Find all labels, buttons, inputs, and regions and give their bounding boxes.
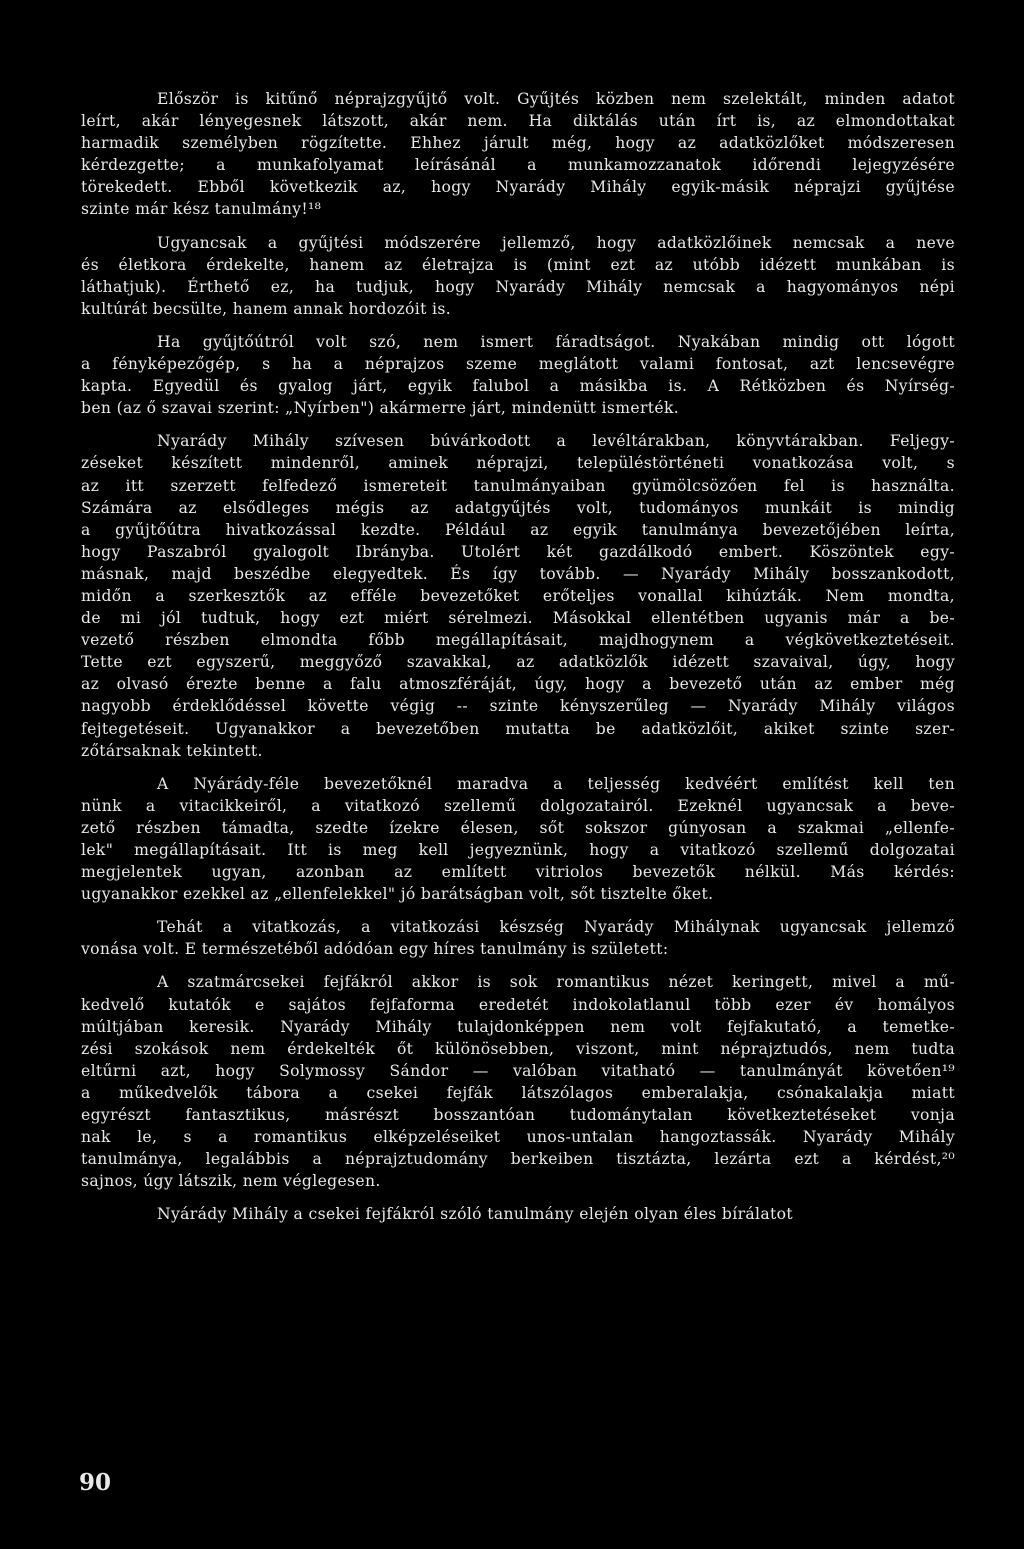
text-line: nak le, s a romantikus elképzeléseiket unos-untalan hangoztassák. Nyarády Mihály	[81, 1128, 955, 1147]
text-line: lek" megállapításait. Itt is meg kell jegyeznünk, hogy a vitatkozó szellemű dolgozatai	[81, 841, 955, 859]
paragraph	[81, 331, 955, 419]
text-line: eltűrni azt, hogy Solymossy Sándor — valóban vitatható — tanulmányát követően¹⁹	[81, 1061, 955, 1080]
text-line: megjelentek ugyan, azonban az említett vitriolos bevezetők nélkül. Más kérdés:	[81, 863, 955, 882]
text-line: zési szokások nem érdekelték őt különösebben, viszont, mint néprajztudós, nem tudta	[81, 1039, 955, 1058]
text-line: Nyarády Mihály szívesen búvárkodott a levéltárakban, könyvtárakban. Feljegy-	[157, 432, 955, 451]
text-line: zőtársaknak tekintett.	[81, 741, 263, 760]
text-line: a gyűjtőútra hivatkozással kezdte. Például az egyik tanulmánya bevezetőjében leírta,	[81, 520, 955, 539]
text-line: törekedett. Ebből következik az, hogy Nyarády Mihály egyik-másik néprajzi gyűjtése	[81, 178, 955, 197]
paragraph	[81, 971, 955, 1192]
text-line: szinte már kész tanulmány!¹⁸	[81, 200, 322, 219]
paragraph	[81, 232, 955, 320]
text-line: sajnos, úgy látszik, nem véglegesen.	[81, 1172, 381, 1191]
text-line: másnak, majd beszédbe elegyedtek. És így tovább. — Nyarády Mihály bosszankodott,	[81, 564, 955, 583]
text-line: A Nyárády-féle bevezetőknél maradva a teljesség kedvéért említést kell ten	[157, 774, 955, 793]
text-line: leírt, akár lényegesnek látszott, akár nem. Ha diktálás után írt is, az elmondottakat	[81, 112, 955, 131]
text-line: nagyobb érdeklődéssel követte végig -- szinte kényszerűleg — Nyarády Mihály világos	[81, 697, 955, 716]
text-line: Nyárády Mihály a csekei fejfákról szóló tanulmány elején olyan éles bírálatot	[157, 1205, 794, 1224]
text-line: kedvelő kutatók e sajátos fejfaforma eredetét indokolatlanul több ezer év homályos	[81, 995, 955, 1014]
text-line: kérdezgette; a munkafolyamat leírásánál a munkamozzanatok időrendi lejegyzésére	[81, 156, 955, 175]
text-line: múltjában keresik. Nyarády Mihály tulajdonképpen nem volt fejfakutató, a temetke-	[81, 1017, 955, 1036]
text-line: kapta. Egyedül és gyalog járt, egyik falubol a másikba is. A Rétközben és Nyírség-	[81, 377, 955, 396]
text-line: az itt szerzett felfedező ismereteit tanulmányaiban gyümölcsözően fel is használta.	[81, 476, 955, 495]
text-line: Először is kitűnő néprajzgyűjtő volt. Gyűjtés közben nem szelektált, minden adatot	[157, 90, 955, 108]
page-text	[81, 88, 955, 1237]
page-number: 90	[79, 1469, 112, 1496]
text-line: egyrészt fantasztikus, másrészt bosszantóan tudománytalan következtetéseket vonja	[81, 1106, 955, 1125]
text-line: Ugyancsak a gyűjtési módszerére jellemző, hogy adatközlőinek nemcsak a neve	[157, 233, 955, 252]
text-line: a fényképezőgép, s ha a néprajzos szeme meglátott valami fontosat, azt lencsevégre	[81, 355, 955, 374]
text-line: vonása volt. E természetéből adódóan egy híres tanulmány is született:	[81, 940, 669, 959]
text-line: vezető részben elmondta főbb megállapításait, majdhogynem a végkövetkeztetéseit.	[81, 631, 955, 650]
text-line: hogy Paszabról gyalogolt Ibrányba. Utolért két gazdálkodó embert. Köszöntek egy-	[81, 542, 955, 561]
text-line: tanulmánya, legalábbis a néprajztudomány berkeiben tisztázta, lezárta ezt a kérdést,²⁰	[81, 1150, 955, 1169]
paragraph	[81, 88, 955, 221]
text-line: Ha gyűjtőútról volt szó, nem ismert fáradtságot. Nyakában mindig ott lógott	[157, 332, 955, 351]
text-line: midőn a szerkesztők az efféle bevezetőket erőteljes vonallal kihúzták. Nem mondta,	[81, 586, 955, 605]
text-line: kultúrát becsülte, hanem annak hordozóit is.	[81, 299, 452, 318]
paragraph	[81, 430, 955, 761]
text-line: A szatmárcsekei fejfákról akkor is sok romantikus nézet keringett, mivel a mű-	[157, 973, 955, 992]
text-line: a műkedvelők tábora a csekei fejfák látszólagos emberalakja, csónakalakja miatt	[81, 1083, 955, 1102]
text-line: az olvasó érezte benne a falu atmoszféráját, úgy, hogy a bevezető után az ember még	[81, 675, 955, 694]
text-line: nünk a vitacikkeiről, a vitatkozó szellemű dolgozatairól. Ezeknél ugyancsak a beve-	[81, 796, 955, 815]
text-line: Számára az elsődleges mégis az adatgyűjtés volt, tudományos munkáit is mindig	[81, 498, 955, 517]
text-line: harmadik személyben rögzítette. Ehhez járult még, hogy az adatközlőket módszeresen	[81, 134, 955, 153]
text-line: fejtegetéseit. Ugyanakkor a bevezetőben mutatta be adatközlőit, akiket szinte szer-	[81, 719, 955, 738]
text-line: Tehát a vitatkozás, a vitatkozási készség Nyarády Mihálynak ugyancsak jellemző	[157, 918, 955, 937]
text-line: zéseket készített mindenről, aminek néprajzi, településtörténeti vonatkozása volt, s	[81, 454, 955, 473]
text-line: de mi jól tudtuk, hogy ezt miért sérelmezi. Másokkal ellentétben ugyanis már a be-	[81, 609, 955, 628]
text-line: és életkora érdekelte, hanem az életrajza is (mint ezt az utóbb idézett munkában is	[81, 255, 955, 274]
text-line: láthatjuk). Érthető ez, ha tudjuk, hogy Nyarády Mihály nemcsak a hagyományos népi	[81, 277, 955, 296]
paragraph	[81, 916, 955, 960]
paragraph	[81, 773, 955, 906]
text-line: Tette ezt egyszerű, meggyőző szavakkal, az adatközlők idézett szavaival, úgy, hogy	[81, 653, 955, 672]
text-line: ben (az ő szavai szerint: „Nyírben") akármerre járt, mindenütt ismerték.	[81, 399, 680, 418]
paragraph	[81, 1203, 955, 1225]
text-line: ugyanakkor ezekkel az „ellenfelekkel" jó barátságban volt, sőt tisztelte őket.	[81, 885, 714, 904]
text-line: zető részben támadta, szedte ízekre élesen, sőt sokszor gúnyosan a szakmai „ellenfe-	[81, 818, 955, 837]
